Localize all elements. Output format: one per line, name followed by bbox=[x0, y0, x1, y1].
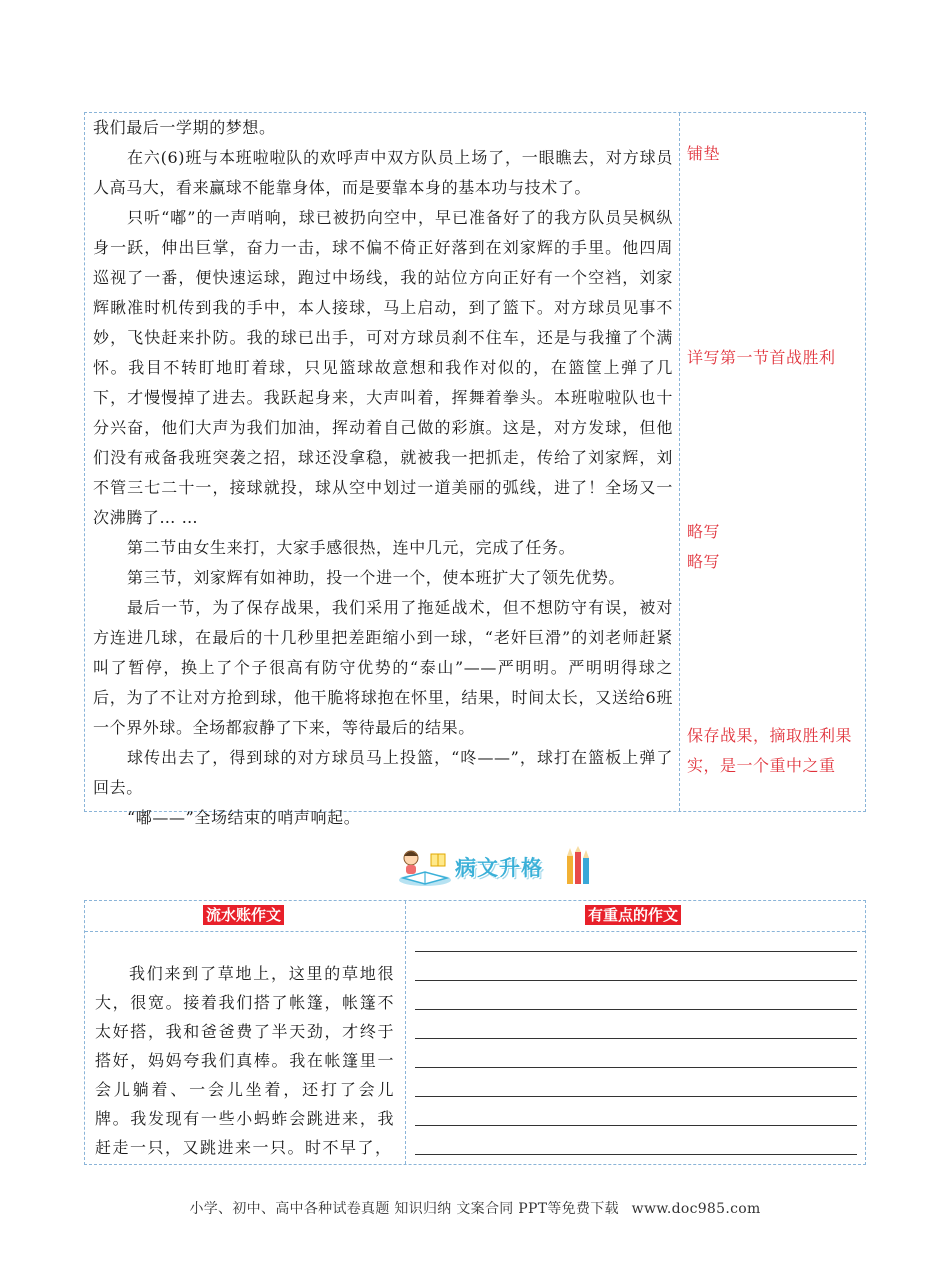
banner-title: 病文升格 bbox=[455, 856, 543, 880]
header-divider bbox=[85, 931, 865, 932]
pencils-icon bbox=[563, 846, 593, 888]
writing-line[interactable] bbox=[415, 1067, 857, 1068]
annotation-note: 铺垫 bbox=[687, 144, 721, 163]
plain-essay-paragraph: 我们来到了草地上，这里的草地很大，很宽。接着我们搭了帐篷，帐篷不太好搭，我和爸爸费了半天劲，才终于搭好，妈妈夸我们真棒。我在帐篷里一会儿躺着、一会儿坐着，还打了会儿牌。我发现有一些小蚂蚱会跳进来，我赶走一只，又跳进来一只。时不早了， bbox=[95, 964, 395, 1157]
writing-line[interactable] bbox=[415, 1009, 857, 1010]
writing-line[interactable] bbox=[415, 1125, 857, 1126]
essay-paragraph: 只听“嘟”的一声哨响，球已被扔向空中，早已准备好了的我方队员吴枫纵身一跃，伸出巨掌，奋力一击，球不偏不倚正好落到在刘家辉的手里。他四周巡视了一番，便快速运球，跑过中场线，我的站位方向正好有一个空裆，刘家辉瞅准时机传到我的手中，本人接球，马上启动，到了篮下。对方球员见事不妙，飞快赶来扑防。我的球已出手，可对方球员刹不住车，还是与我撞了个满怀。我目不转盯地盯着球，只见篮球故意想和我作对似的，在篮筐上弹了几下，才慢慢掉了进去。我跃起身来，大声叫着，挥舞着拳头。本班啦啦队也十分兴奋，他们大声为我们加油，挥动着自己做的彩旗。这是，对方发球，但他们没有戒备我班突袭之招，球还没拿稳，就被我一把抓走，传给了刘家辉，刘不管三七二十一，接球就投，球从空中划过一道美丽的弧线，进了！全场又一次沸腾了… … bbox=[93, 208, 673, 527]
annotation-note: 略写 bbox=[687, 522, 721, 541]
comparison-table bbox=[84, 900, 866, 1165]
column-divider bbox=[679, 113, 680, 811]
annotation-note: 略写 bbox=[687, 552, 721, 571]
writing-line[interactable] bbox=[415, 1038, 857, 1039]
left-column-header: 流水账作文 bbox=[203, 905, 284, 925]
footer-text: 小学、初中、高中各种试卷真题 知识归纳 文案合同 PPT等免费下载 bbox=[189, 1201, 619, 1217]
annotation-note: 详写第一节首战胜利 bbox=[687, 348, 836, 367]
right-column-header: 有重点的作文 bbox=[585, 905, 681, 925]
essay-paragraph: 最后一节，为了保存战果，我们采用了拖延战术，但不想防守有误，被对方连进几球，在最后的十几秒里把差距缩小到一球，“老奸巨滑”的刘老师赶紧叫了暂停，换上了个子很高有防守优势的“泰山”——严明明。严明明得球之后，为了不让对方抢到球，他干脆将球抱在怀里，结果，时间太长，又送给6班一个界外球。全场都寂静了下来，等待最后的结果。 bbox=[93, 598, 673, 737]
reading-child-icon bbox=[395, 844, 455, 888]
essay-body bbox=[93, 113, 673, 833]
essay-paragraph: 第二节由女生来打，大家手感很热，连中几元，完成了任务。 bbox=[127, 538, 576, 557]
essay-paragraph: 球传出去了，得到球的对方球员马上投篮，“咚——”，球打在篮板上弹了回去。 bbox=[93, 748, 673, 797]
essay-paragraph: 我们最后一学期的梦想。 bbox=[93, 118, 276, 137]
section-banner bbox=[395, 844, 595, 888]
column-divider bbox=[405, 901, 406, 1164]
writing-line[interactable] bbox=[415, 980, 857, 981]
annotation-note: 保存战果，摘取胜利果实，是一个重中之重 bbox=[687, 726, 853, 775]
footer-url[interactable]: www.doc985.com bbox=[631, 1201, 761, 1217]
essay-paragraph: 在六(6)班与本班啦啦队的欢呼声中双方队员上场了，一眼瞧去，对方球员人高马大，看来赢球不能靠身体，而是要靠本身的基本功与技术了。 bbox=[93, 148, 673, 197]
writing-line[interactable] bbox=[415, 1096, 857, 1097]
writing-line[interactable] bbox=[415, 1154, 857, 1155]
essay-table bbox=[84, 112, 866, 827]
page-footer bbox=[0, 1198, 950, 1218]
plain-essay-text bbox=[95, 959, 395, 1162]
writing-line[interactable] bbox=[415, 951, 857, 952]
essay-paragraph: “嘟——”全场结束的哨声响起。 bbox=[127, 808, 361, 827]
essay-paragraph: 第三节，刘家辉有如神助，投一个进一个，使本班扩大了领先优势。 bbox=[127, 568, 626, 587]
